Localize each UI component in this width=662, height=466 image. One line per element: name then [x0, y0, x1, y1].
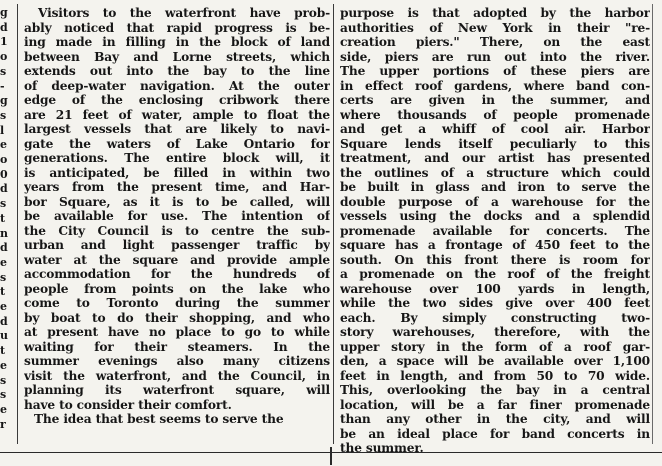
article-text-line: side, piers are run out into the river.	[340, 49, 650, 64]
margin-fragment: s	[0, 373, 7, 387]
article-text-line: ably noticed that rapid progress is be-	[24, 20, 330, 35]
margin-fragment: -	[0, 79, 5, 93]
article-text-line: double purpose of a warehouse for the	[340, 194, 650, 209]
article-text-line: people from points on the lake who	[24, 281, 330, 296]
margin-fragment: e	[0, 300, 7, 314]
article-text-line: is anticipated, be filled in within two	[24, 165, 330, 180]
article-text-line: accommodation for the hundreds of	[24, 267, 330, 281]
article-text-line: authorities of New York in their "re-	[340, 20, 650, 35]
article-text-line: vessels using the docks and a splendid	[340, 209, 650, 223]
article-text-line: a promenade on the roof of the freight	[340, 267, 650, 281]
margin-fragment: e	[0, 255, 7, 269]
article-text-line: largest vessels that are likely to navi-	[24, 122, 330, 136]
cropped-margin-column	[0, 6, 12, 446]
margin-fragment: e	[0, 138, 7, 152]
margin-fragment: u	[0, 329, 8, 343]
article-column-right	[340, 6, 650, 456]
article-text-line: purpose is that adopted by the harbor	[340, 6, 650, 20]
article-text-line: be an ideal place for band concerts in	[340, 426, 650, 441]
margin-fragment: s	[0, 270, 7, 284]
article-text-line: edge of the enclosing cribwork there	[24, 93, 330, 107]
article-text-line: visit the waterfront, and the Council, in	[24, 368, 330, 383]
margin-fragment: d	[0, 241, 8, 255]
article-text-line: be built in glass and iron to serve the	[340, 180, 650, 194]
article-text-line: creation piers." There, on the east	[340, 35, 650, 49]
margin-fragment: g	[0, 6, 8, 19]
margin-fragment: e	[0, 402, 7, 416]
article-text-line: are 21 feet of water, ample to float the	[24, 107, 330, 122]
article-text-line: the City Council is to centre the sub-	[24, 223, 330, 238]
article-text-line: planning its waterfront square, will	[24, 383, 330, 397]
article-text-line: feet in length, and from 50 to 70 wide.	[340, 368, 650, 383]
margin-fragment: l	[0, 123, 5, 137]
article-text-line: square has a frontage of 450 feet to the	[340, 238, 650, 252]
margin-fragment: o	[0, 50, 8, 64]
article-text-line: by boat to do their shopping, and who	[24, 310, 330, 325]
margin-fragment: e	[0, 358, 7, 372]
article-text-line: gate the waters of Lake Ontario for	[24, 136, 330, 151]
article-text-line: generations. The entire block will, it	[24, 151, 330, 165]
article-text-line: of deep-water navigation. At the outer	[24, 78, 330, 93]
article-text-line: treatment, and our artist has presented	[340, 151, 650, 165]
article-text-line: certs are given in the summer, and	[340, 93, 650, 107]
article-text-line: This, overlooking the bay in a central	[340, 383, 650, 397]
margin-fragment: t	[0, 211, 6, 225]
article-text-line: each. By simply constructing two-	[340, 310, 650, 325]
article-text-line: location, will be a far finer promenade	[340, 397, 650, 412]
margin-fragment: d	[0, 20, 8, 34]
article-text-line: urban and light passenger traffic by	[24, 238, 330, 252]
column-rule-right	[652, 4, 653, 444]
article-column-left	[24, 6, 330, 427]
article-text-line: at present have no place to go to while	[24, 325, 330, 339]
margin-fragment: d	[0, 314, 8, 328]
margin-fragment: n	[0, 226, 8, 240]
article-text-line: come to Toronto during the summer	[24, 296, 330, 310]
article-text-line: and get a whiff of cool air. Harbor	[340, 122, 650, 136]
article-text-line: while the two sides give over 400 feet	[340, 296, 650, 310]
margin-fragment: o	[0, 153, 8, 167]
article-text-line: Square lends itself peculiarly to this	[340, 136, 650, 151]
margin-fragment: t	[0, 285, 6, 299]
article-text-line: bor Square, as it is to be called, will	[24, 194, 330, 209]
article-text-line: Visitors to the waterfront have prob-	[38, 6, 330, 20]
article-text-line: have to consider their comfort.	[24, 397, 232, 412]
margin-fragment: 1	[0, 35, 8, 49]
article-text-line: the outlines of a structure which could	[340, 165, 650, 180]
article-text-line: story warehouses, therefore, with the	[340, 325, 650, 339]
column-rule-left	[17, 4, 18, 444]
article-text-line: the summer.	[340, 441, 424, 455]
article-text-line: south. On this front there is room for	[340, 252, 650, 267]
article-text-line: ing made in filling in the block of land	[24, 35, 330, 49]
margin-fragment: s	[0, 108, 7, 122]
article-text-line: years from the present time, and Har-	[24, 180, 330, 194]
article-text-line: in effect roof gardens, where band con-	[340, 78, 650, 93]
article-text-line: waiting for their steamers. In the	[24, 339, 330, 354]
article-text-line: upper story in the form of a roof gar-	[340, 339, 650, 354]
margin-fragment: s	[0, 197, 7, 211]
column-rule-middle	[333, 4, 334, 444]
article-text-line: promenade available for concerts. The	[340, 223, 650, 238]
margin-fragment: g	[0, 94, 8, 108]
article-text-line: where thousands of people promenade	[340, 107, 650, 122]
bottom-rule-tick	[330, 447, 332, 465]
article-text-line: be available for use. The intention of	[24, 209, 330, 223]
margin-fragment: r	[0, 417, 6, 431]
margin-fragment: d	[0, 182, 8, 196]
article-text-line: The upper portions of these piers are	[340, 64, 650, 78]
article-text-line: extends out into the bay to the line	[24, 64, 330, 78]
margin-fragment: t	[0, 344, 6, 358]
article-text-line: The idea that best seems to serve the	[34, 412, 284, 426]
article-text-line: den, a space will be available over 1,100	[340, 354, 650, 368]
margin-fragment: s	[0, 388, 7, 402]
article-text-line: between Bay and Lorne streets, which	[24, 49, 330, 64]
article-text-line: warehouse over 100 yards in length,	[340, 281, 650, 296]
margin-fragment: 0	[0, 167, 8, 181]
article-text-line: than any other in the city, and will	[340, 412, 650, 426]
article-text-line: summer evenings also many citizens	[24, 354, 330, 368]
article-text-line: water at the square and provide ample	[24, 252, 330, 267]
margin-fragment: s	[0, 64, 7, 78]
